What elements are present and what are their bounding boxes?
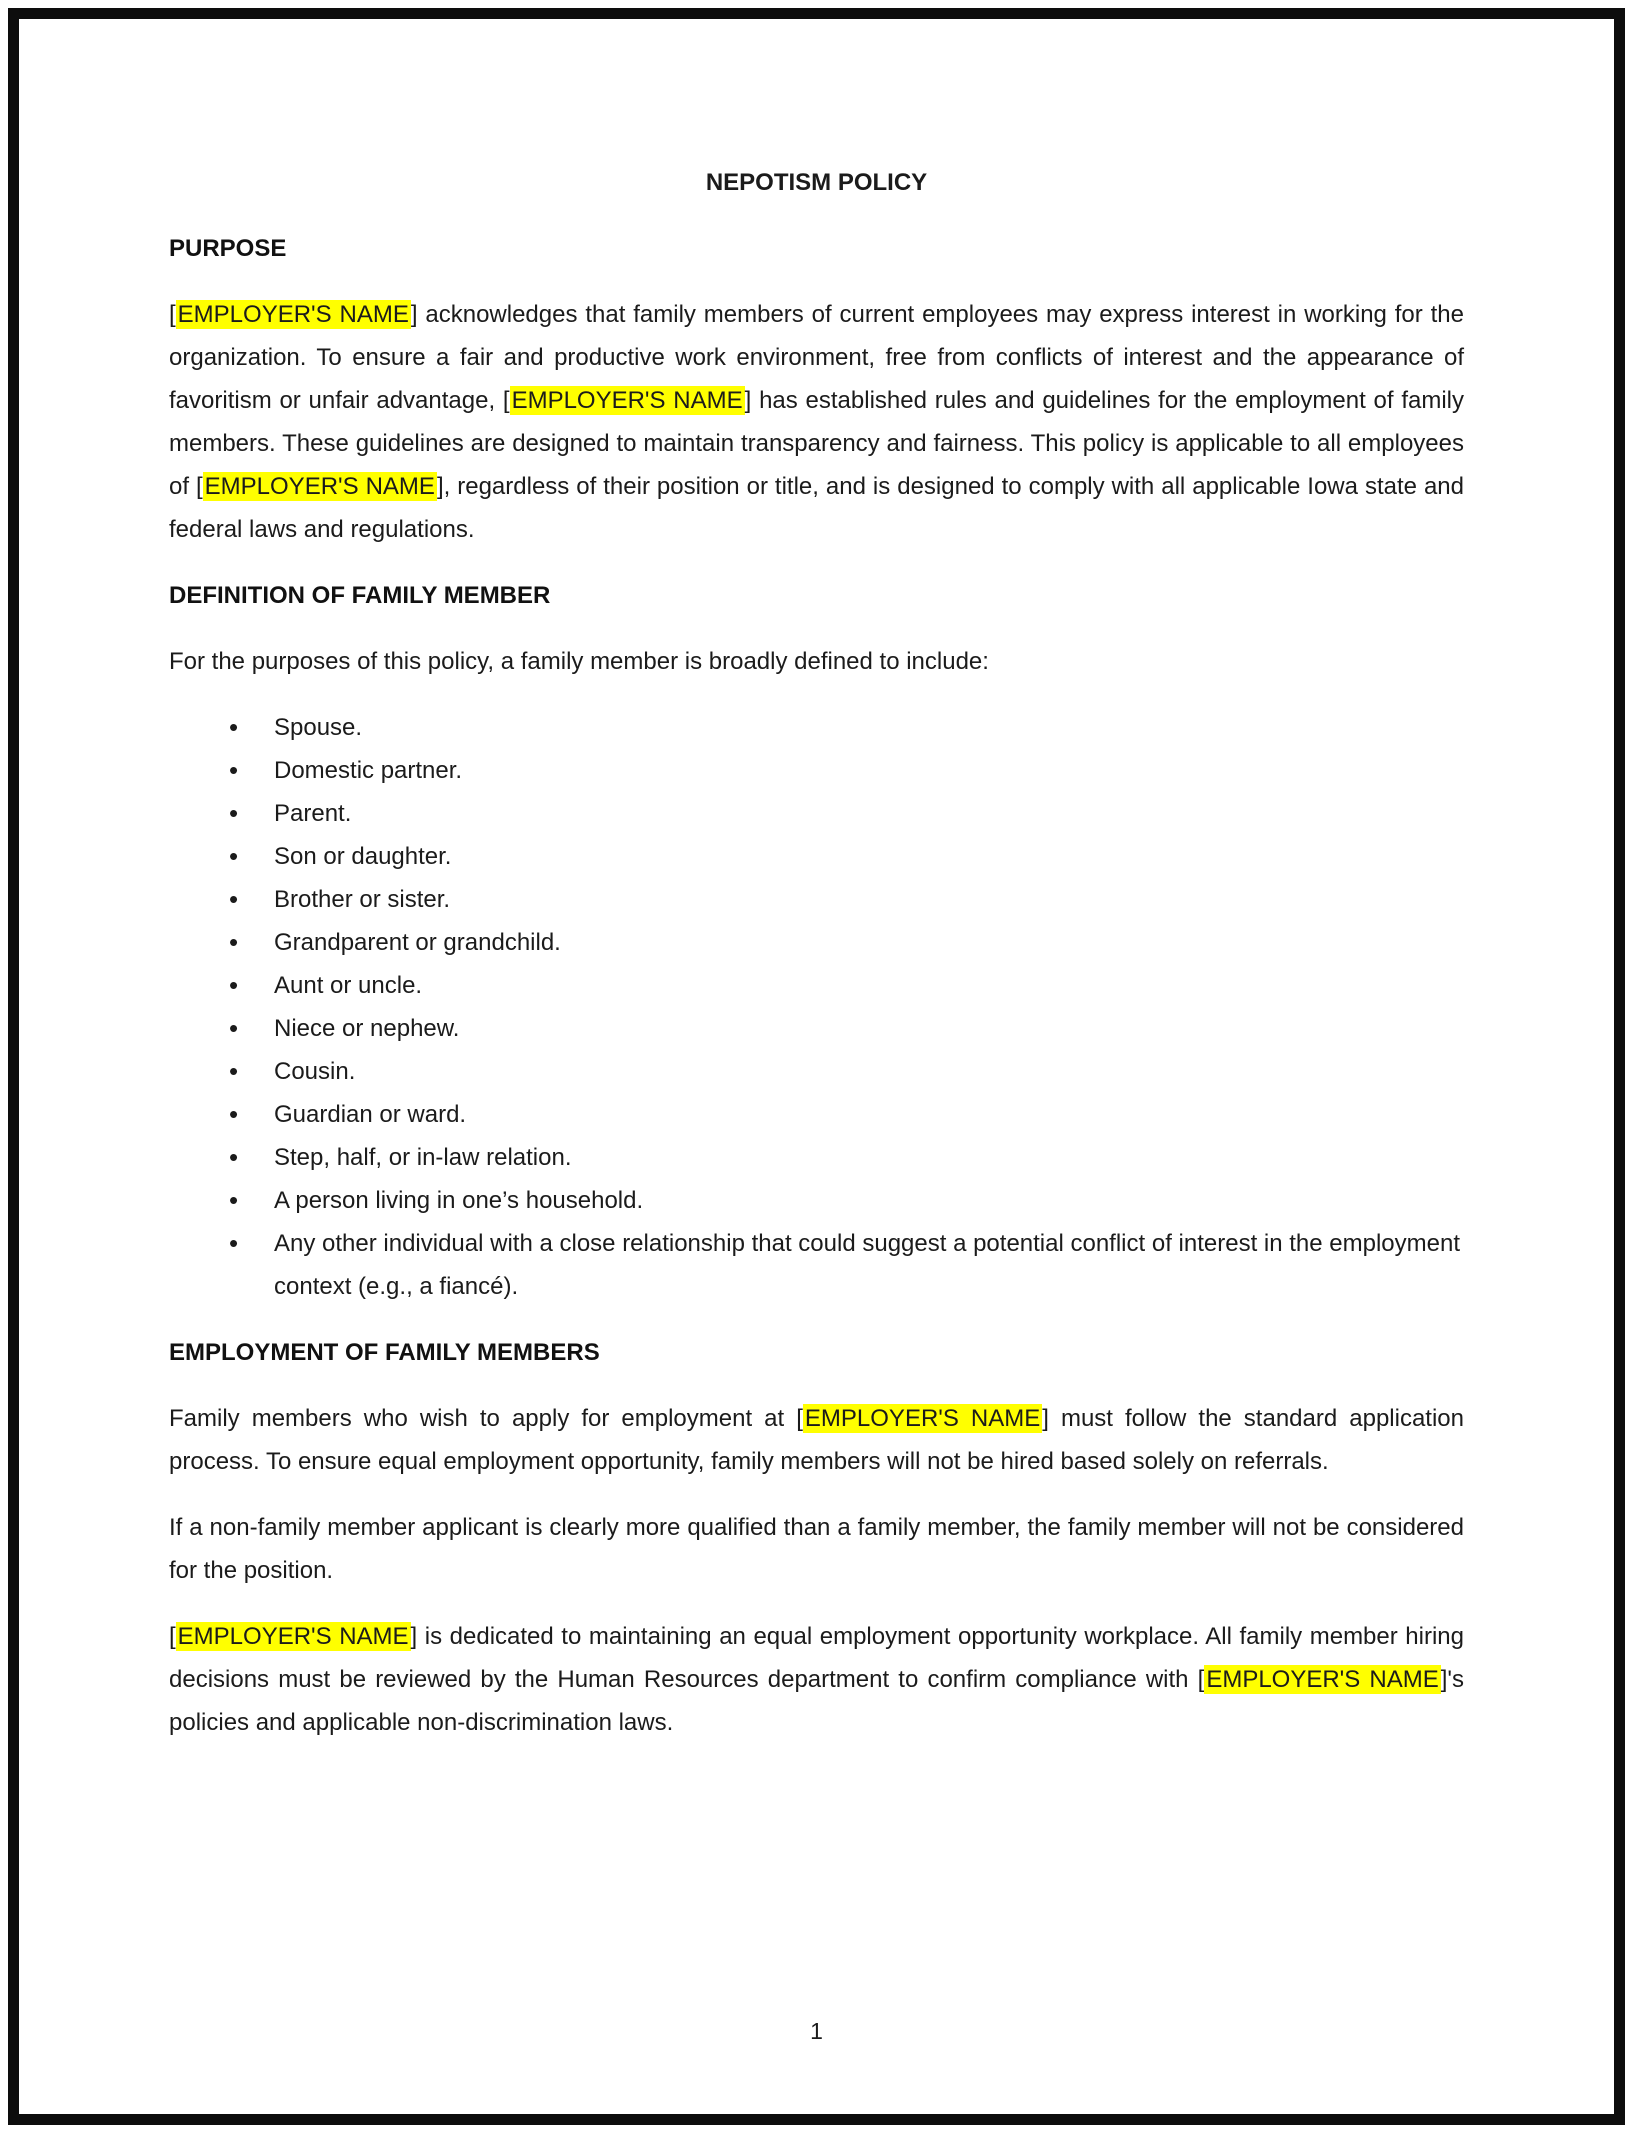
text-run: Family members who wish to apply for employment at [ <box>169 1405 803 1432</box>
list-item: • Niece or nephew. <box>169 1007 1464 1050</box>
list-item: • Brother or sister. <box>169 878 1464 921</box>
text-run: ], regardless of their position or title, and is designed to comply with all applicable Iowa state and federal laws and regulations. <box>169 473 1464 543</box>
highlighted-placeholder: EMPLOYER'S NAME <box>204 473 435 500</box>
list-item: • Domestic partner. <box>169 749 1464 792</box>
list-item: • Aunt or uncle. <box>169 964 1464 1007</box>
highlighted-placeholder: EMPLOYER'S NAME <box>177 301 409 328</box>
paragraph <box>169 1615 1464 1744</box>
list-item: • Any other individual with a close relationship that could suggest a potential conflict of interest in the employment context (e.g., a fiancé). <box>169 1222 1464 1308</box>
list-item: • A person living in one’s household. <box>169 1179 1464 1222</box>
section-heading: EMPLOYMENT OF FAMILY MEMBERS <box>169 1339 600 1366</box>
text-run: ] acknowledges that family members of current employees may express interest in working for the organization. To ensure a fair and productive work environment, free from conflicts of interest and the appearance of favoritism or unfair advantage, [ <box>169 301 1464 414</box>
list-item: • Spouse. <box>169 706 1464 749</box>
text-run: ] has established rules and guidelines for the employment of family members. These guidelines are designed to maintain transparency and fairness. This policy is applicable to all employees of [ <box>169 387 1465 500</box>
text-run: ]'s policies and applicable non-discrimination laws. <box>169 1666 1465 1736</box>
bullet-list <box>169 706 1464 1308</box>
highlighted-placeholder: EMPLOYER'S NAME <box>177 1623 409 1650</box>
highlighted-placeholder: EMPLOYER'S NAME <box>511 387 743 414</box>
list-item: • Son or daughter. <box>169 835 1464 878</box>
highlighted-placeholder: EMPLOYER'S NAME <box>804 1405 1041 1432</box>
paragraph <box>169 640 1464 683</box>
text-run: If a non-family member applicant is clearly more qualified than a family member, the family member will not be considered for the position. <box>169 1514 1464 1584</box>
section-heading: DEFINITION OF FAMILY MEMBER <box>169 582 551 609</box>
section-heading: PURPOSE <box>169 235 287 262</box>
list-item: • Guardian or ward. <box>169 1093 1464 1136</box>
text-run: [ <box>169 301 176 328</box>
list-item: • Step, half, or in-law relation. <box>169 1136 1464 1179</box>
text-run: ] is dedicated to maintaining an equal employment opportunity workplace. All family member hiring decisions must be reviewed by the Human Resources department to confirm compliance with [ <box>169 1623 1465 1693</box>
highlighted-placeholder: EMPLOYER'S NAME <box>1206 1666 1439 1693</box>
list-item: • Parent. <box>169 792 1464 835</box>
text-run: ] must follow the standard application process. To ensure equal employment opportunity, family members will not be hired based solely on referrals. <box>169 1405 1465 1475</box>
list-item: • Grandparent or grandchild. <box>169 921 1464 964</box>
document-body <box>169 227 1464 1744</box>
document-title: NEPOTISM POLICY <box>705 169 928 196</box>
text-run: [ <box>169 1623 176 1650</box>
paragraph <box>169 1506 1464 1592</box>
list-item: • Cousin. <box>169 1050 1464 1093</box>
paragraph <box>169 1397 1464 1483</box>
document-page <box>8 8 1625 2125</box>
text-run: For the purposes of this policy, a family member is broadly defined to include: <box>169 648 989 675</box>
paragraph <box>169 293 1464 551</box>
page-number: 1 <box>810 2018 823 2044</box>
